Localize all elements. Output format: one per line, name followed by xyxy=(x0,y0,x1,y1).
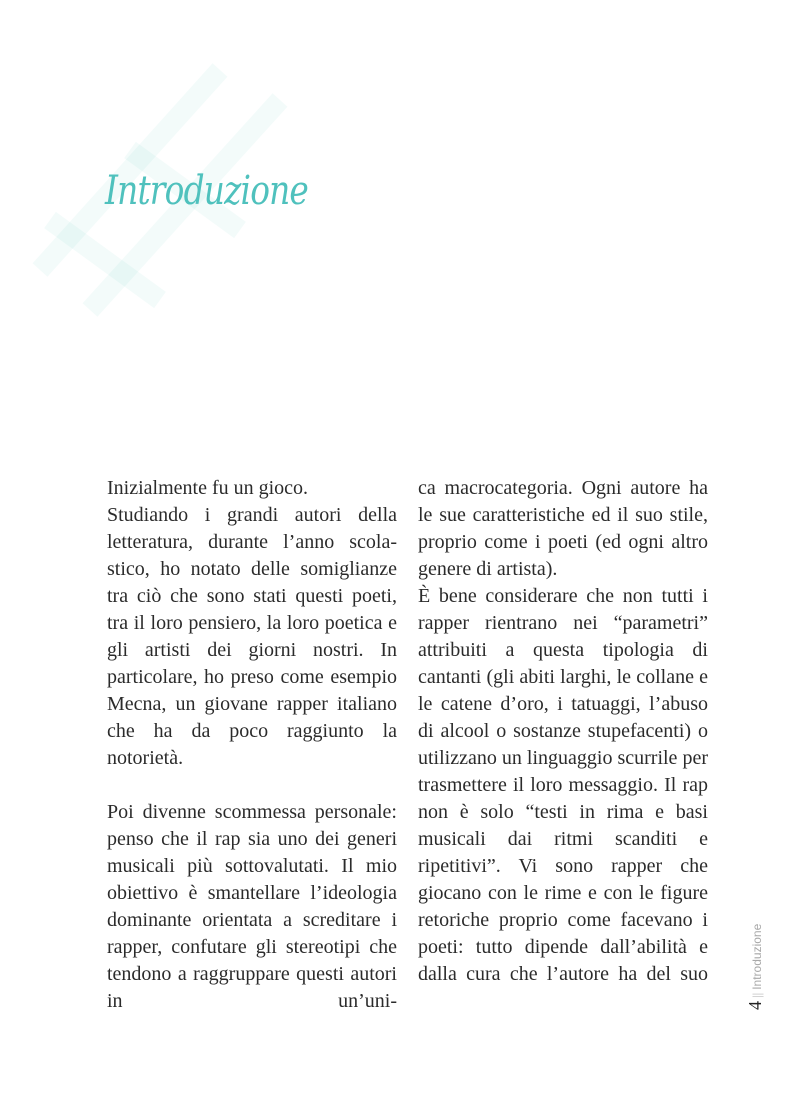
text-column-left xyxy=(107,475,397,1015)
section-label: Introduzione xyxy=(750,923,764,990)
paragraph: Poi divenne scommessa personale: penso che il rap sia uno dei generi musicali più sottovalutati. Il mio obiettivo è smantellare l’ideologia dominante orientata a screditare i rapper, confutare gli stereotipi che tendono a raggruppare questi autori in un’uni- xyxy=(107,801,397,1012)
paragraph: Inizialmente fu un gioco. xyxy=(107,477,309,499)
text-column-right xyxy=(418,475,708,988)
page-number: 4 xyxy=(745,1001,765,1010)
paragraph: Studiando i grandi autori della letteratura, durante l’anno scolastico, ho notato delle somiglianze tra ciò che sono stati questi poeti, tra il loro pensiero, la loro poetica e gli artisti dei giorni nostri. In particolare, ho preso come esempio Mecna, un giovane rapper italiano che ha da poco raggiunto la notorietà. xyxy=(107,504,397,769)
chapter-title: Introduzione xyxy=(105,168,309,214)
paragraph: È bene considerare che non tutti i rapper rientrano nei “parametri” attribuiti a questa tipologia di cantanti (gli abiti larghi, le collane e le catene d’oro, i tatuaggi, l’abuso di alcool o sostanze stupefacenti) o utilizzano un linguaggio scurrile per trasmettere il loro messaggio. Il rap non è solo “testi in rima e basi musicali dai ritmi scanditi e ripetitivi”. Vi sono rapper che giocano con le rime e con le figure retoriche proprio come facevano i poeti: tutto dipende dall’abilità e dalla cura che l’autore ha del suo xyxy=(418,585,708,985)
paragraph: ca macrocategoria. Ogni autore ha le sue caratteristiche ed il suo stile, proprio come i poeti (ed ogni altro genere di artista). xyxy=(418,477,708,580)
footer-separator: || xyxy=(749,992,764,998)
page-footer xyxy=(745,924,766,1010)
